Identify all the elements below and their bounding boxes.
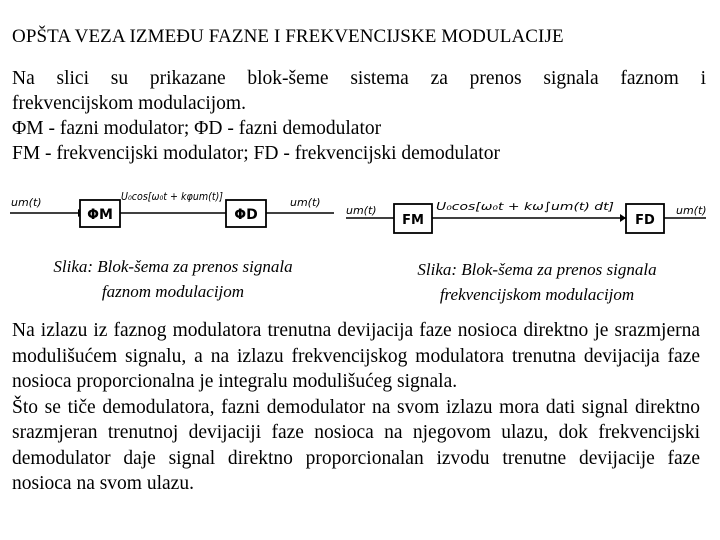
intro-line-4: FM - frekvencijski modulator; FD - frekvencijski demodulator	[12, 143, 500, 164]
frequency-signal-label: U₀cos[ω₀t + kω∫um(t) dt]	[436, 200, 614, 213]
frequency-modulator-label: FM	[402, 213, 424, 228]
phase-modulation-diagram	[8, 186, 338, 248]
intro-line-1: Na slici su prikazane blok-šeme sistema za prenos signala faznom i	[12, 68, 706, 89]
phase-modulator-label: ΦM	[87, 207, 113, 223]
frequency-diagram-caption	[382, 257, 692, 307]
phase-caption-line-2: faznom modulacijom	[101, 282, 245, 301]
frequency-output-label: um(t)	[676, 204, 707, 217]
body-text	[12, 318, 700, 497]
frequency-modulation-diagram	[344, 192, 712, 254]
phase-caption-line-1: Slika: Blok-šema za prenos signala	[53, 257, 293, 276]
frequency-demodulator-label: FD	[635, 213, 655, 228]
phase-diagram-caption	[28, 254, 318, 304]
body-paragraph-2: Što se tiče demodulatora, fazni demodulator na svom izlazu mora dati signal direktno srazmjeran trenutnoj devijaciji faze nosioca na njegovom ulazu, dok frekvencijski demodulator daje signal direktno proporcionalan izvodu trenutne devijacije faze nosioca na svom ulazu.	[12, 396, 700, 494]
phase-input-label: um(t)	[11, 196, 42, 209]
phase-signal-label: U₀cos[ω₀t + kφum(t)]	[121, 191, 223, 203]
intro-text	[12, 66, 706, 166]
intro-line-2: frekvencijskom modulacijom.	[12, 93, 246, 114]
page-title: OPŠTA VEZA IZMEĐU FAZNE I FREKVENCIJSKE MODULACIJE	[12, 26, 564, 47]
intro-line-3: ΦM - fazni modulator; ΦD - fazni demodulator	[12, 118, 382, 139]
phase-output-label: um(t)	[290, 196, 321, 209]
frequency-caption-line-1: Slika: Blok-šema za prenos signala	[417, 260, 657, 279]
frequency-caption-line-2: frekvencijskom modulacijom	[439, 285, 635, 304]
phase-demodulator-label: ΦD	[234, 207, 258, 223]
body-paragraph-1: Na izlazu iz faznog modulatora trenutna devijacija faze nosioca direktno je srazmjerna modulišućem signalu, a na izlazu frekvencijskog modulatora trenutna devijacija faze nosioca proporcionalna je integralu modulišućeg signala.	[12, 320, 700, 392]
frequency-input-label: um(t)	[346, 204, 377, 217]
